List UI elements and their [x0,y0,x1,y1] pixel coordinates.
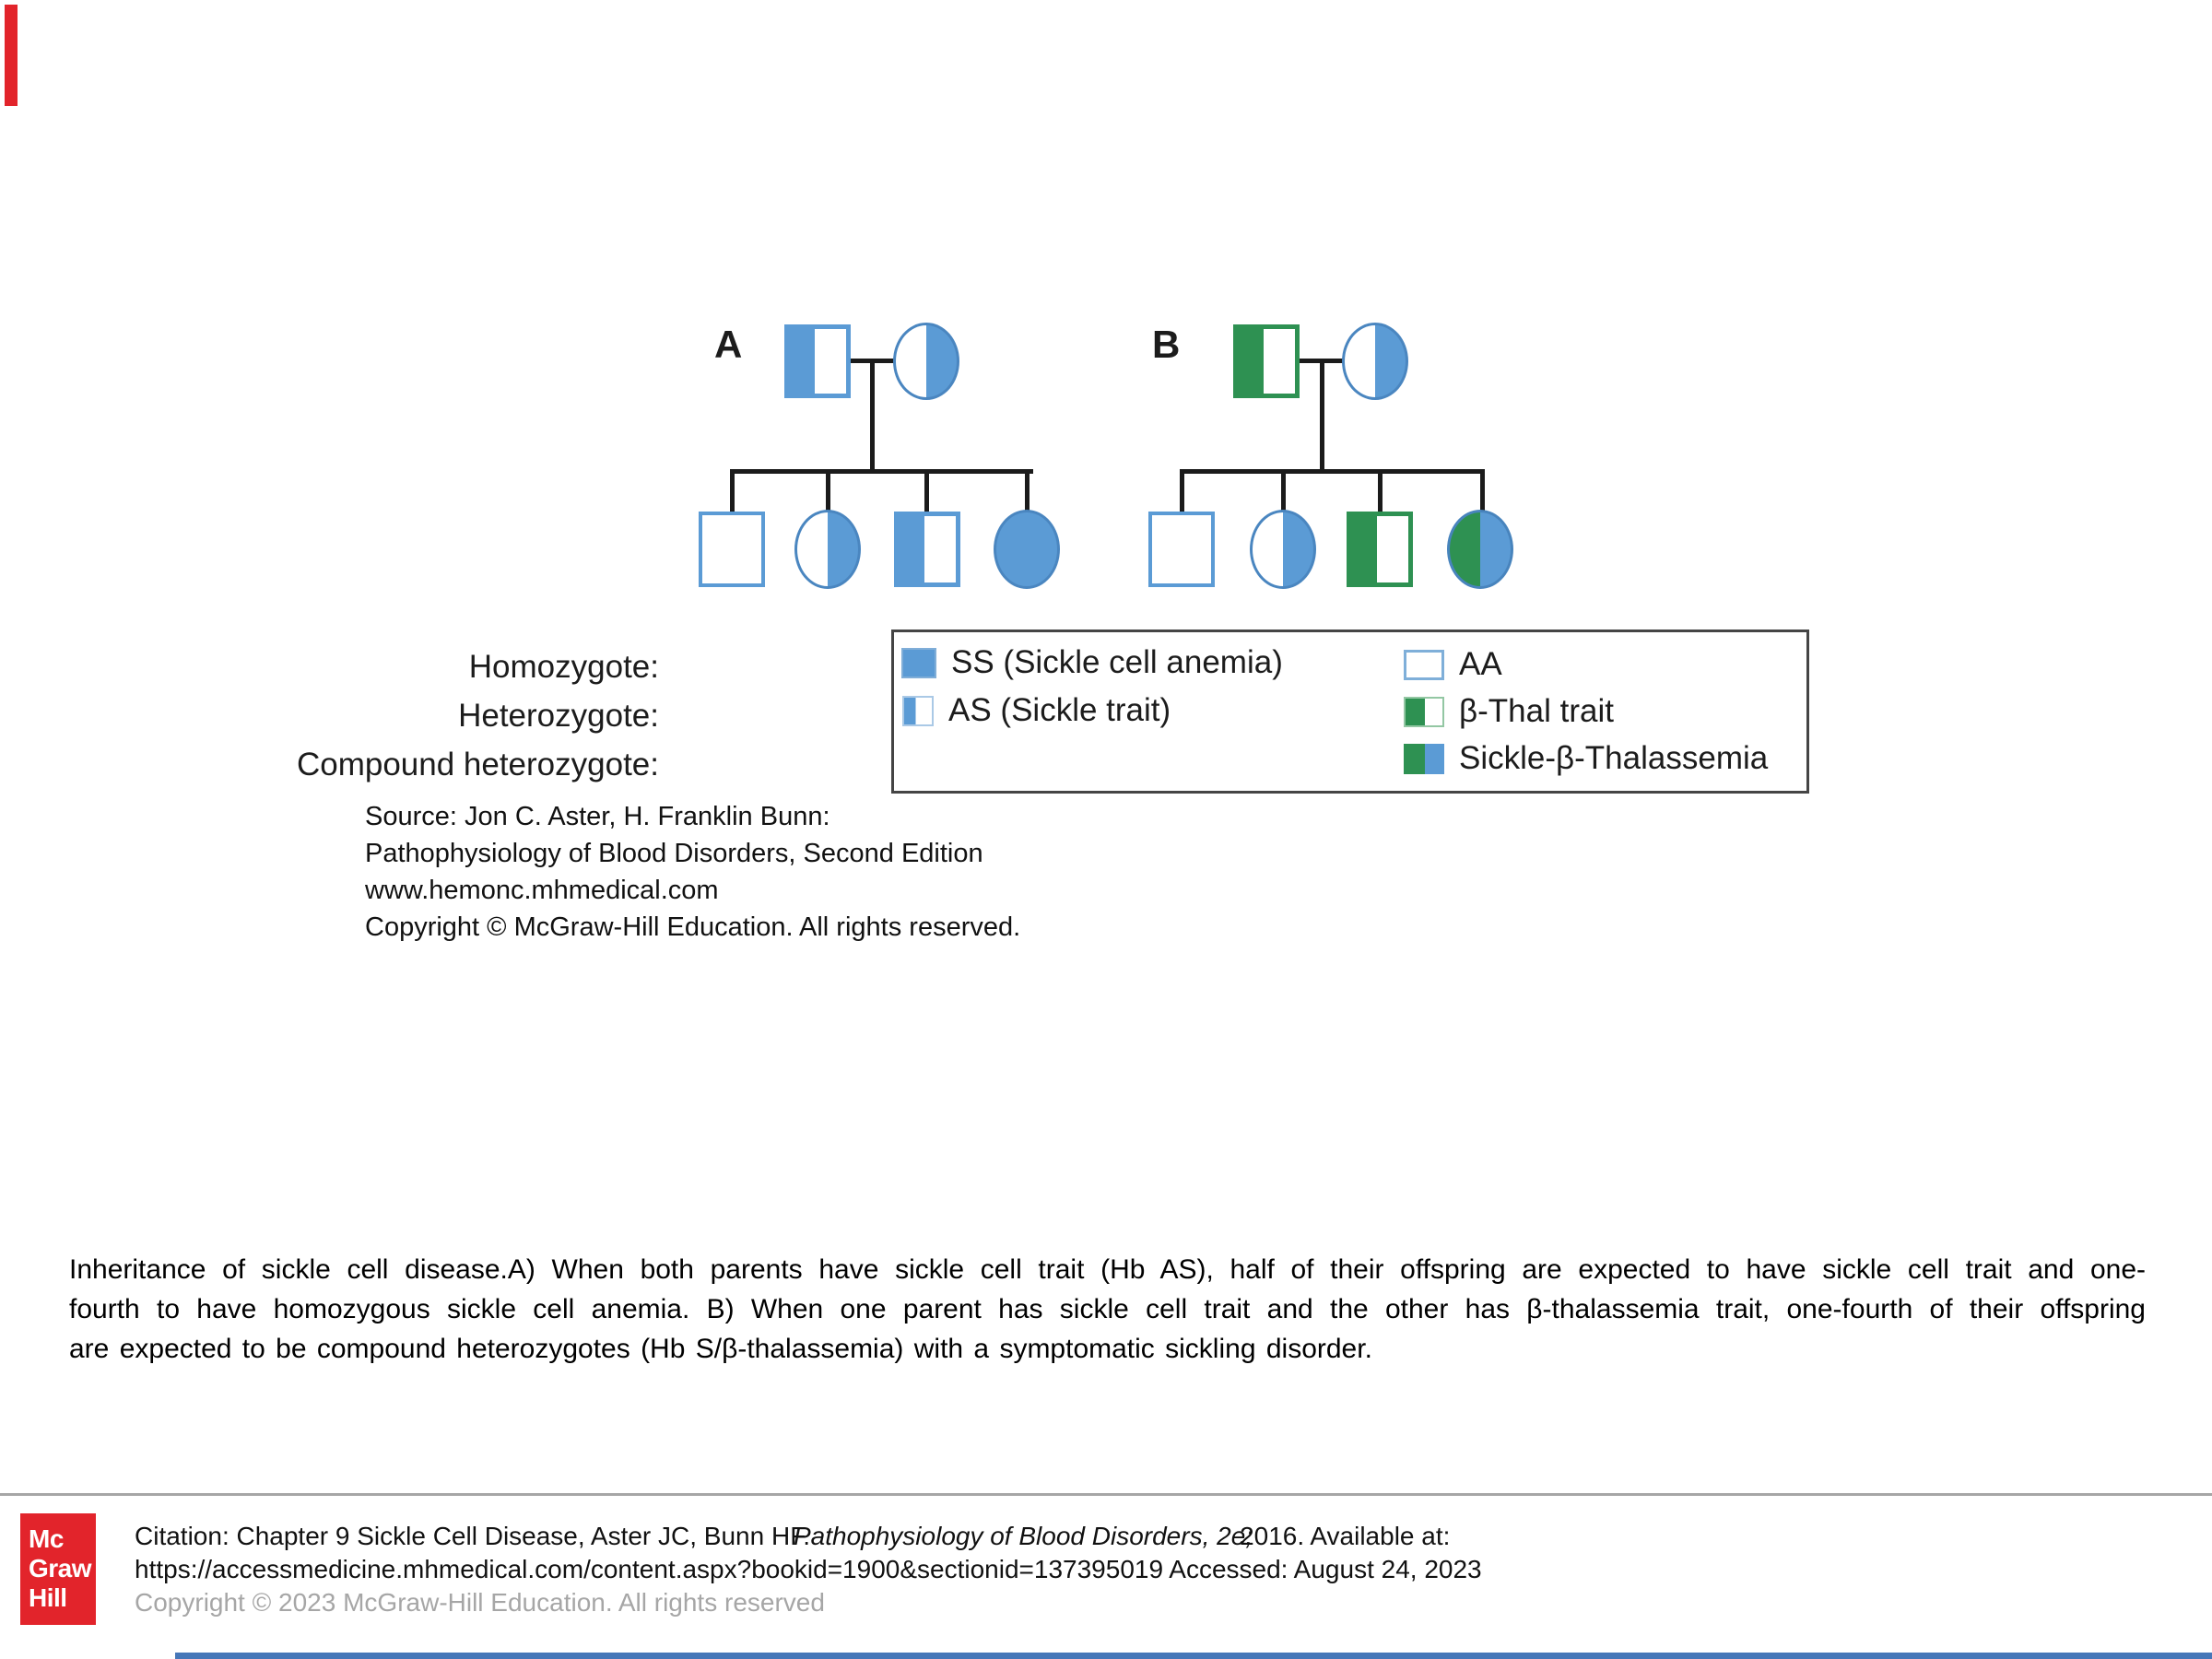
source-line: Pathophysiology of Blood Disorders, Second Edition [365,839,983,868]
pedigree-a-child3-as-square [894,512,960,587]
pedigree-line [1180,469,1184,512]
pedigree-b-child1-aa-square [1148,512,1215,587]
citation-line-1 [135,1520,1482,1553]
pedigree-a-child2-as-circle [794,510,861,589]
aa-open-swatch-icon [1404,650,1444,680]
pedigree-b-mother-as-circle [1342,323,1408,400]
logo-line: Hill [29,1583,67,1612]
pedigree-b-father-bthal-square [1233,324,1300,398]
legend-item-label: SS (Sickle cell anemia) [951,644,1283,680]
caption-line: Inheritance of sickle cell disease.A) When both parents have sickle cell trait (Hb AS), half of their offspring are expected to have sickle cell trait and one- [69,1254,2146,1285]
pedigree-a-mother-as-circle [893,323,959,400]
pedigree-line [924,469,929,512]
legend-item-label: β-Thal trait [1459,693,1614,729]
legend-label-heterozygote: Heterozygote: [458,698,659,734]
pedigree-line [1378,469,1382,512]
legend-item-ss [901,644,1283,681]
logo-line: Graw [29,1554,92,1583]
source-attribution [365,798,1020,946]
pedigree-line [1025,469,1030,512]
pedigree-b-child3-bthal-square [1347,512,1413,587]
pedigree-a-father-as-square [784,324,851,398]
bthal-half-green-swatch-icon [1404,697,1444,727]
sickle-bthal-green-blue-swatch-icon [1404,744,1444,774]
legend-item-label: AS (Sickle trait) [948,692,1171,728]
mcgraw-hill-logo [20,1513,96,1625]
pedigree-line [1281,469,1286,512]
footer-divider [0,1493,2212,1496]
caption-line: fourth to have homozygous sickle cell anemia. B) When one parent has sickle cell trait and the other has β-thalassemia trait, one-fourth of their offspring [69,1294,2146,1324]
legend-item-label: Sickle-β-Thalassemia [1459,740,1769,776]
ss-solid-blue-swatch-icon [901,648,936,678]
pedigree-line [1320,359,1324,474]
legend-item-sickle-bthal [1404,740,1768,777]
source-line: www.hemonc.mhmedical.com [365,876,719,905]
pedigree-b-label: B [1152,323,1181,366]
figure-caption [69,1250,2146,1369]
legend-row-labels [0,642,659,789]
citation-url: https://accessmedicine.mhmedical.com/content.aspx?bookid=1900&sectionid=137395019 Accessed: August 24, 2023 [135,1555,1482,1583]
pedigree-b-child4-sickle-bthal-circle [1447,510,1513,589]
legend-item-bthal [1404,693,1614,730]
citation-text: 2016. Available at: [1240,1522,1451,1550]
source-line: Copyright © McGraw-Hill Education. All rights reserved. [365,912,1021,942]
pedigree-a-child4-ss-circle [994,510,1060,589]
pedigree-line [1480,469,1485,512]
bottom-blue-accent-bar [175,1653,2212,1659]
legend-item-label: AA [1459,646,1502,682]
caption-line: are expected to be compound heterozygotes (Hb S/β-thalassemia) with a symptomatic sickling disorder. [69,1334,1372,1364]
logo-line: Mc [29,1524,64,1553]
pedigree-line [870,359,875,474]
pedigree-line [1180,469,1485,474]
legend-label-compound-heterozygote: Compound heterozygote: [296,747,659,782]
pedigree-line [730,469,1033,474]
pedigree-line [826,469,830,512]
legend-item-as [902,692,1171,729]
pedigree-a-label: A [714,323,743,366]
pedigree-a-child1-aa-square [699,512,765,587]
legend-label-homozygote: Homozygote: [468,649,659,685]
source-line: Source: Jon C. Aster, H. Franklin Bunn: [365,802,830,831]
footer-citation [135,1520,1482,1619]
as-half-blue-swatch-icon [902,696,934,726]
left-red-accent-bar [5,5,18,106]
citation-copyright: Copyright © 2023 McGraw-Hill Education. All rights reserved [135,1588,825,1617]
pedigree-b-child2-as-circle [1250,510,1316,589]
legend-item-aa [1404,646,1502,683]
pedigree-line [730,469,735,512]
citation-text: Citation: Chapter 9 Sickle Cell Disease, Aster JC, Bunn HF. [135,1522,810,1550]
citation-book-title: Pathophysiology of Blood Disorders, 2e; [793,1522,1253,1550]
